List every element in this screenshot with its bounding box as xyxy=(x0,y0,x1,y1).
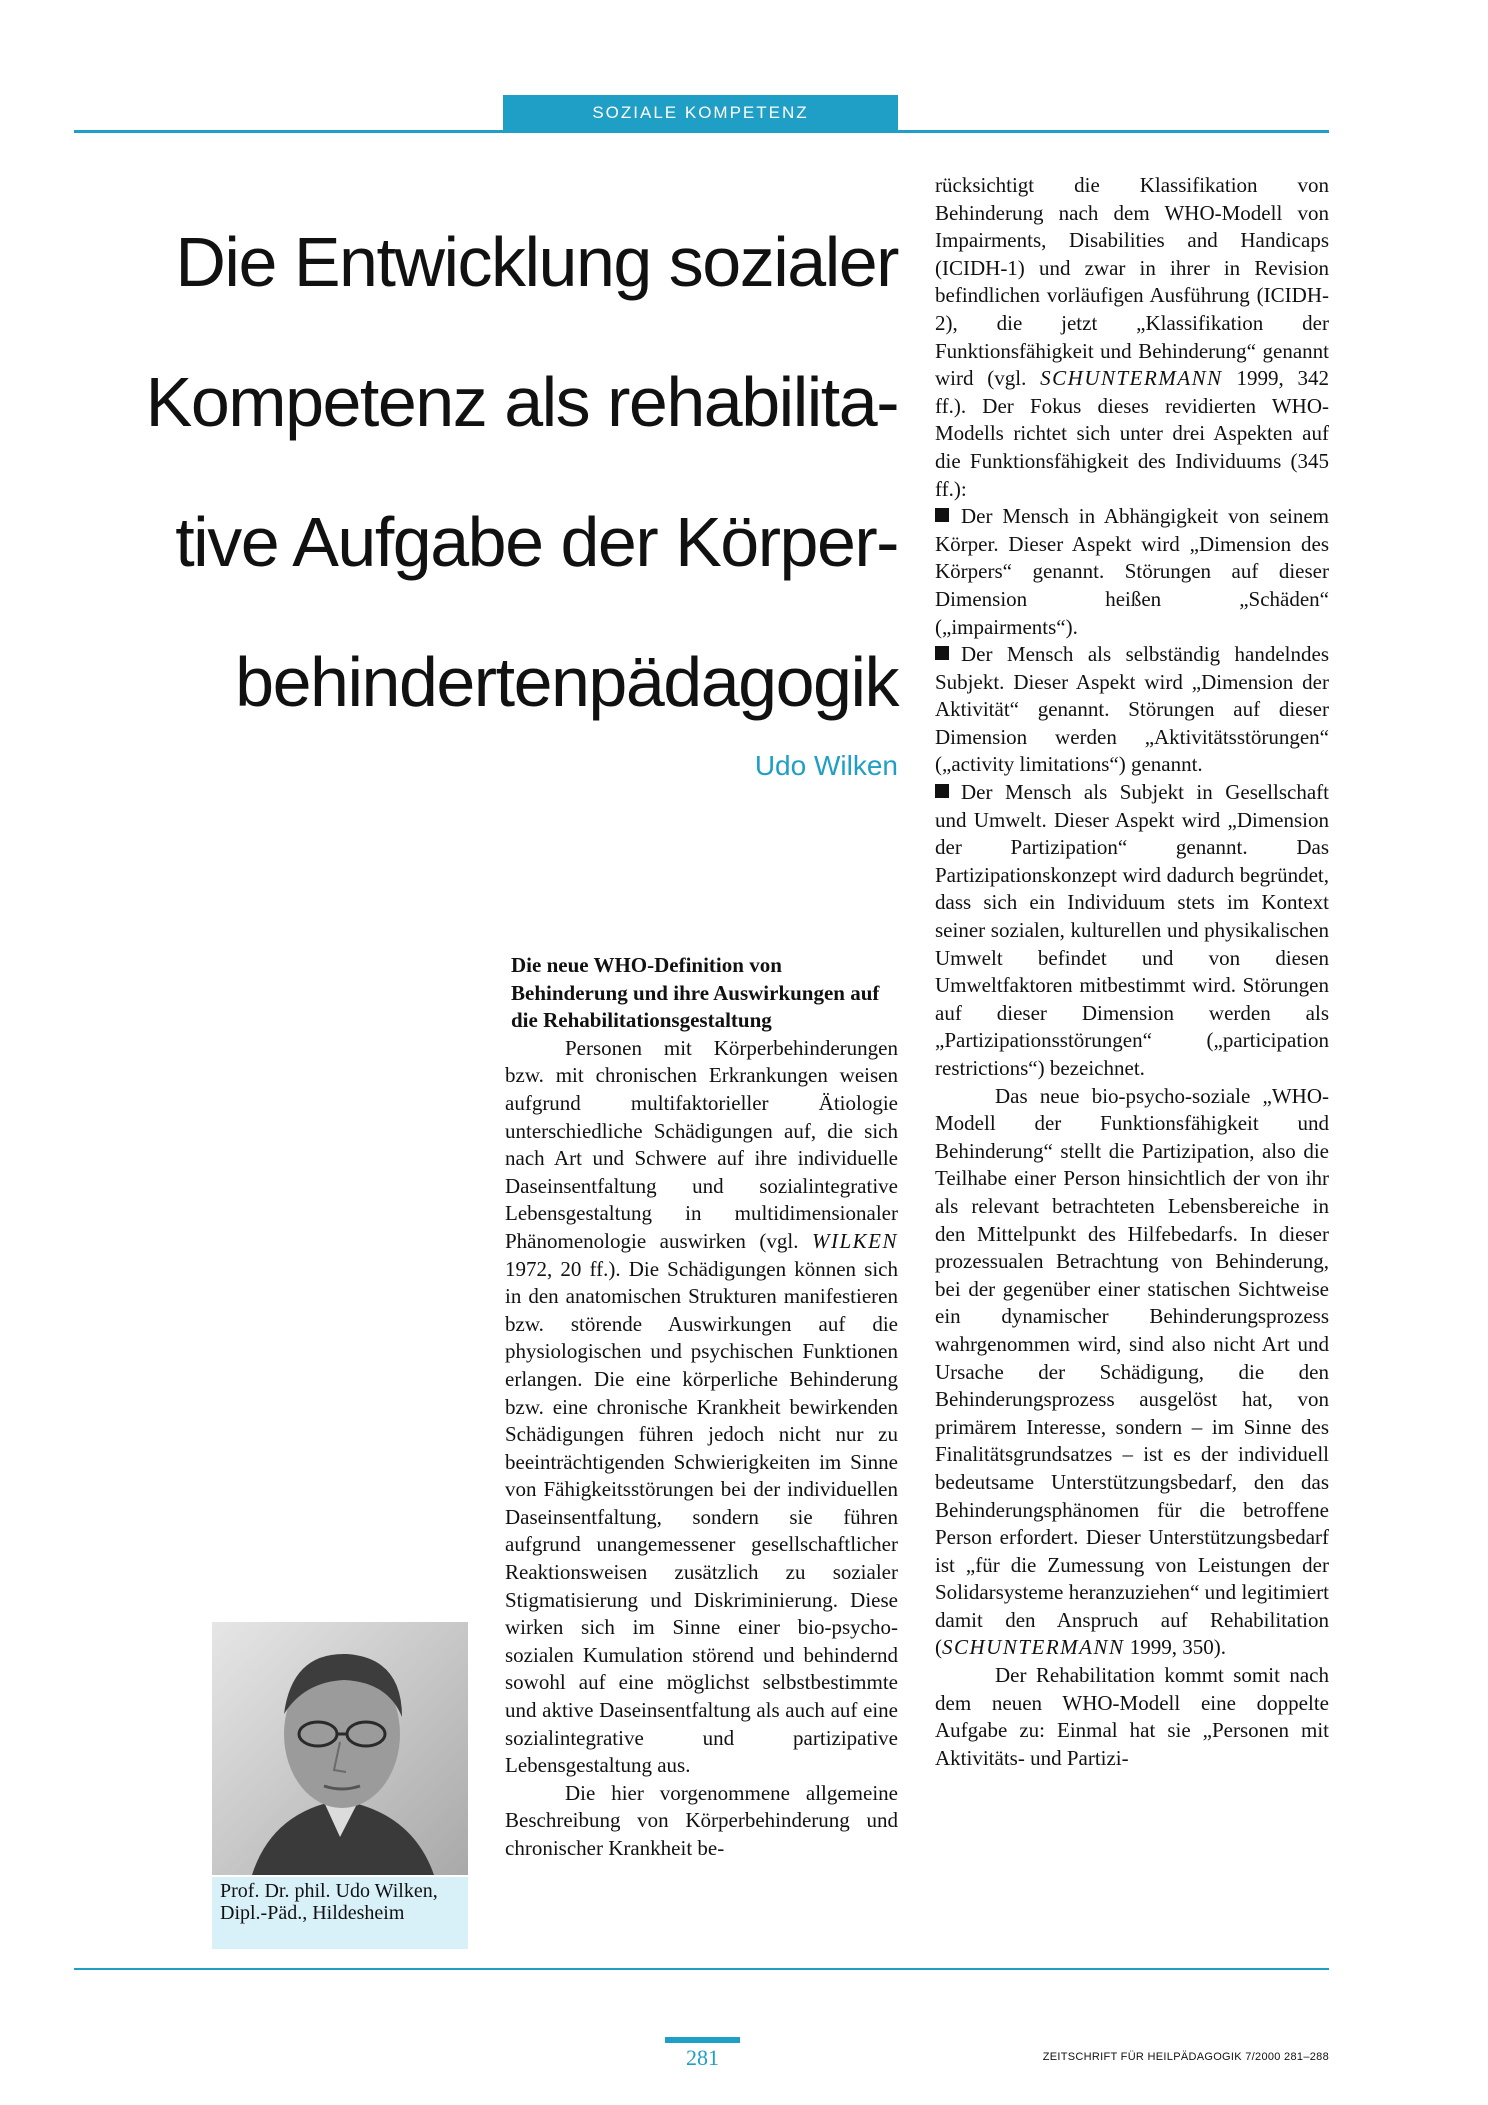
citation-name: SCHUNTERMANN xyxy=(942,1635,1125,1660)
header-rule xyxy=(74,130,1329,133)
article-column-right xyxy=(935,172,1329,1772)
square-bullet-icon xyxy=(935,646,949,660)
paragraph xyxy=(505,1035,898,1780)
title-line: tive Aufgabe der Körper- xyxy=(175,503,898,581)
bullet-item xyxy=(935,779,1329,1083)
bullet-text: Der Mensch als selbständig handelndes Subjekt. Dieser Aspekt wird „Dimension der Aktivität“ genannt. Störungen auf dieser Dimension werden „Aktivitätsstörungen“ („activity limitations“) genannt. xyxy=(935,642,1329,777)
square-bullet-icon xyxy=(935,784,949,798)
section-header-tab xyxy=(503,95,898,131)
paragraph-text: rücksichtigt die Klassifikation von Behinderung nach dem WHO-Modell von Impairments, Disabilities and Handicaps (ICIDH-1) und zwar in ihrer in Revision befindlichen vorläufigen Ausführung (ICIDH-2), die jetzt „Klassifikation der Funktionsfähigkeit und Behinderung“ genannt wird (vgl. xyxy=(935,173,1329,391)
page-number-bar xyxy=(665,2037,740,2043)
journal-reference: ZEITSCHRIFT FÜR HEILPÄDAGOGIK 7/2000 281–288 xyxy=(1042,2051,1329,2063)
paragraph-text: Das neue bio-psycho-soziale „WHO-Modell der Funktionsfähigkeit und Behinderung“ stellt die Partizipation, also die Teilhabe einer Person hinsichtlich der von ihr als relevant betrachteten Lebensbereiche in den Mittelpunkt des Hilfebedarfs. In dieser prozessualen Betrachtung von Behinderung, bei der gegenüber einer statischen Sichtweise ein dynamischer Behinderungsprozess wahrgenommen wird, sind also nicht Art und Ursache der Schädigung, die den Behinderungsprozess ausgelöst hat, von primärem Interesse, sondern – im Sinne des Finalitätsgrundsatzes – ist es der individuell bedeutsame Unterstützungsbedarf, den das Behinderungsphänomen für die betroffene Person erfordert. Dieser Unterstützungsbedarf ist „für die Zumessung von Leistungen der Solidarsysteme heranzuziehen“ und legitimiert damit den Anspruch auf Rehabilitation ( xyxy=(935,1083,1329,1660)
paragraph-text: Personen mit Körperbehinderungen bzw. mit chronischen Erkrankungen weisen aufgrund multifaktorieller Ätiologie unterschiedliche Schädigungen auf, die sich nach Art und Schwere auf ihre individuelle Daseinsentfaltung und sozialintegrative Lebensgestaltung in multidimensionaler Phänomenologie auswirken (vgl. xyxy=(505,1035,898,1253)
paragraph-text: 1972, 20 ff.). Die Schädigungen können sich in den anatomischen Strukturen manifestieren bzw. störende Auswirkungen auf die physiologischen und psychischen Funktionen erlangen. Die eine körperliche Behinderung bzw. eine chronische Krankheit bewirkenden Schädigungen führen jedoch nicht nur zu beeinträchtigenden Schwierigkeiten im Sinne von Fähigkeitsstörungen bei der individuellen Daseinsentfaltung, sondern sie führen aufgrund unangemessener gesellschaftlicher Reaktionsweisen zusätzlich zu sozialer Stigmatisierung und Diskriminierung. Diese wirken sich im Sinne einer bio-psycho-sozialen Kumulation störend und behindernd sowohl auf eine möglichst selbstbestimmte und aktive Daseinsentfaltung als auch auf eine sozialintegrative und partizipative Lebensgestaltung aus. xyxy=(505,1256,898,1778)
section-label: SOZIALE KOMPETENZ xyxy=(592,103,809,122)
section-heading: Die neue WHO-Definition von Behinderung und ihre Auswirkungen auf die Rehabilitationsgestaltung xyxy=(511,953,880,1033)
article-title xyxy=(60,192,898,752)
page-number: 281 xyxy=(686,2045,719,2070)
article-column-middle xyxy=(505,952,898,1863)
bullet-item xyxy=(935,641,1329,779)
paragraph xyxy=(935,1083,1329,1662)
bullet-text: Der Mensch als Subjekt in Gesellschaft und Umwelt. Dieser Aspekt wird „Dimension der Partizipation“ genannt. Das Partizipationskonzept wird dadurch begründet, dass sich ein Individuum stets im Kontext seiner sozialen, kulturellen und physikalischen Umwelt befindet und von diesen Umweltfaktoren mitbestimmt wird. Störungen auf dieser Dimension werden als „Partizipationsstörungen“ („participation restrictions“) bezeichnet. xyxy=(935,780,1329,1080)
paragraph xyxy=(935,172,1329,503)
bullet-text: Der Mensch in Abhängigkeit von seinem Körper. Dieser Aspekt wird „Dimension des Körpers“ genannt. Störungen auf dieser Dimension heißen „Schäden“ („impairments“). xyxy=(935,504,1329,639)
title-line: Kompetenz als rehabilita- xyxy=(145,363,898,441)
paragraph-text: 1999, 350). xyxy=(1124,1635,1227,1660)
title-line: behindertenpädagogik xyxy=(235,643,898,721)
square-bullet-icon xyxy=(935,508,949,522)
author-photo xyxy=(212,1622,468,1875)
paragraph-text: 1999, 342 ff.). Der Fokus dieses revidierten WHO-Modells richtet sich unter drei Aspekten auf die Funktionsfähigkeit des Individuums (345 ff.): xyxy=(935,366,1329,501)
paragraph: Die hier vorgenommene allgemeine Beschreibung von Körperbehinderung und chronischer Krankheit be- xyxy=(505,1780,898,1860)
author-name: Udo Wilken xyxy=(754,750,898,781)
citation-name: WILKEN xyxy=(811,1228,898,1253)
bullet-item xyxy=(935,503,1329,641)
footer-rule xyxy=(74,1968,1329,1970)
paragraph: Der Rehabilitation kommt somit nach dem neuen WHO-Modell eine doppelte Aufgabe zu: Einmal hat sie „Personen mit Aktivitäts- und Partizi- xyxy=(935,1663,1329,1770)
photo-caption: Prof. Dr. phil. Udo Wilken, Dipl.-Päd., Hildesheim xyxy=(212,1877,468,1949)
title-line: Die Entwicklung sozialer xyxy=(175,223,898,301)
citation-name: SCHUNTERMANN xyxy=(1040,366,1223,391)
